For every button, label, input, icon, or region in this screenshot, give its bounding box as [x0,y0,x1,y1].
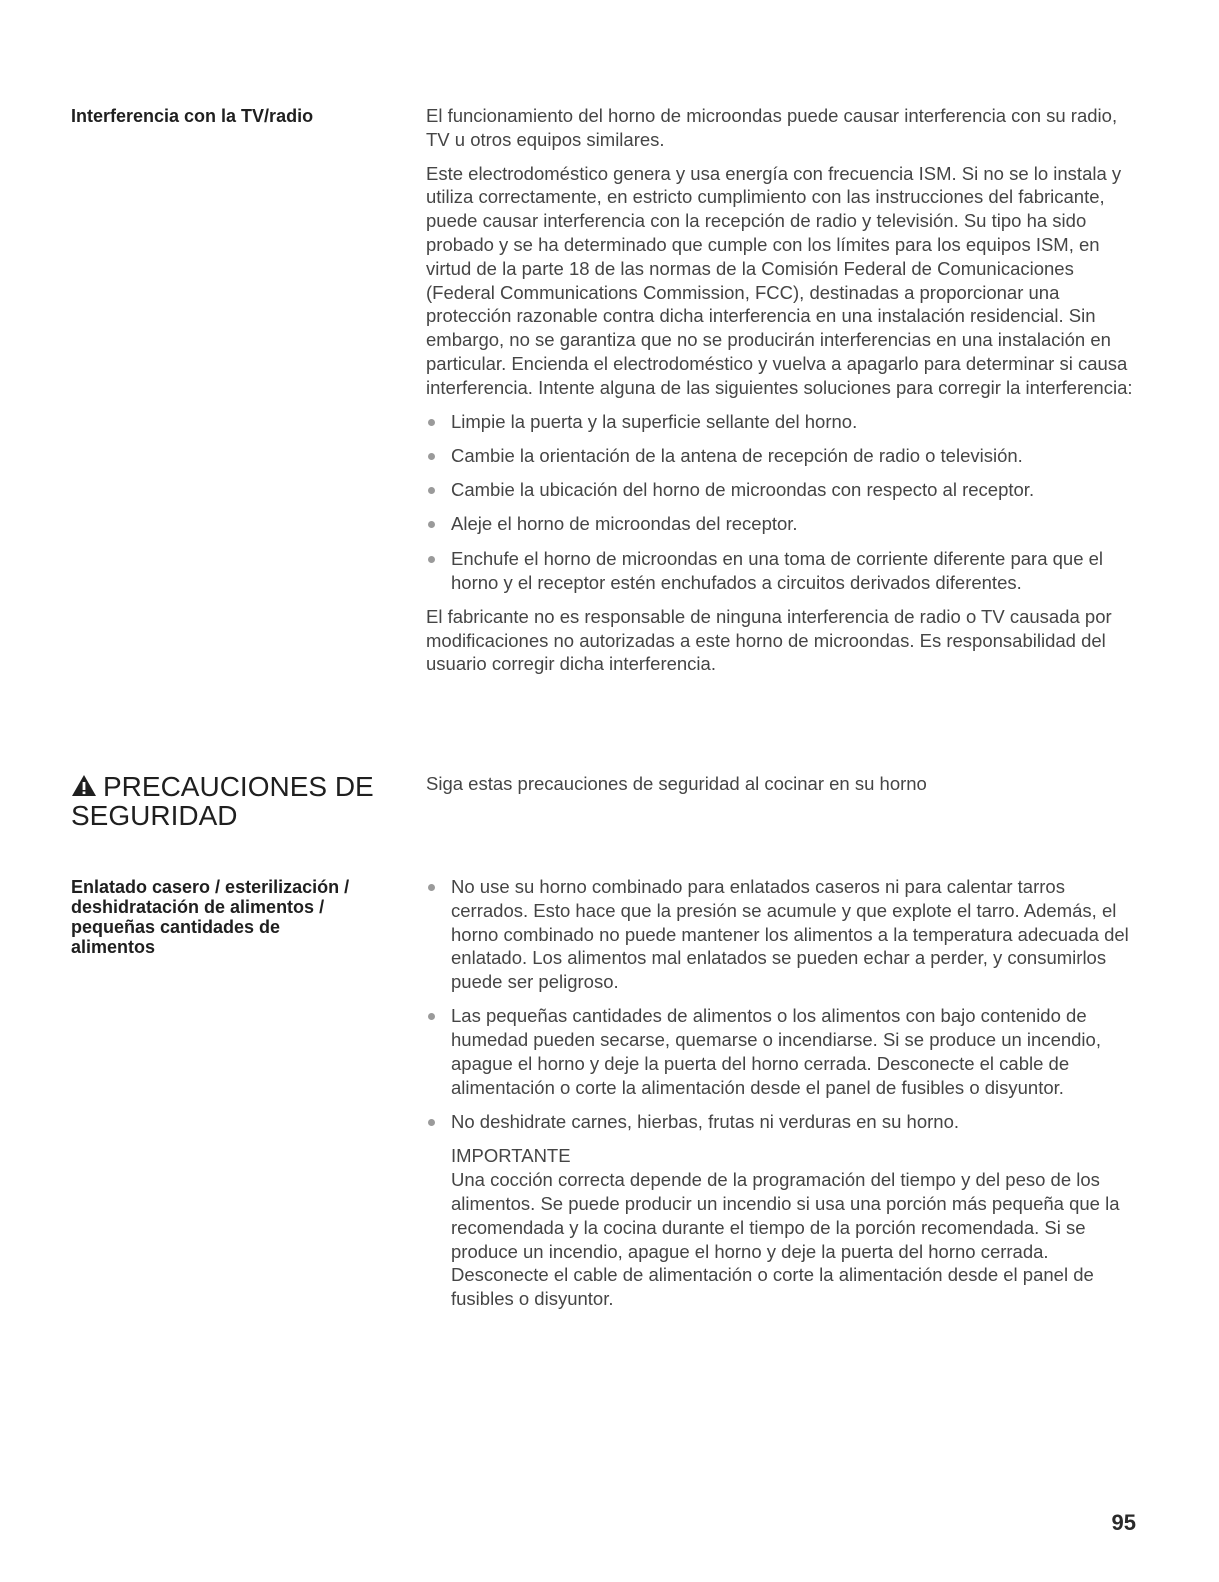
tv-interference-para-1: El funcionamiento del horno de microondas puede causar interferencia con su radio, TV u otros equipos similares. [426,105,1118,150]
bullet-icon [428,884,435,891]
safety-heading-wrap [71,772,391,830]
bullet-icon [428,1013,435,1020]
canning-body [426,875,1141,1311]
important-note [426,1144,1141,1311]
tv-interference-para-2: Este electrodoméstico genera y usa energía con frecuencia ISM. Si no se lo instala y utiliza correctamente, en estricto cumplimiento con las instrucciones del fabricante, puede causar interferencia con la recepción de radio y televisión. Su tipo ha sido probado y se ha determinado que cumple con los límites para los equipos ISM, en virtud de la parte 18 de las normas de la Comisión Federal de Comunicaciones (Federal Communications Commission, FCC), destinadas a proporcionar una protección razonable contra dicha interferencia en una instalación residencial. Sin embargo, no se garantiza que no se producirán interferencias en una instalación en particular. Encienda el electrodoméstico y vuelva a apagarlo para determinar si causa interferencia. Intente alguna de las siguientes soluciones para corregir la interferencia: [426,162,1133,398]
list-item: Cambie la ubicación del horno de microondas con respecto al receptor. [426,478,1141,502]
warning-icon [71,773,97,802]
list-item: Limpie la puerta y la superficie sellante del horno. [426,410,1141,434]
list-item: Las pequeñas cantidades de alimentos o los alimentos con bajo contenido de humedad pueden secarse, quemarse o incendiarse. Si se produce un incendio, apague el horno y deje la puerta del horno cerrada. Desconecte el cable de alimentación o corte la alimentación desde el panel de fusibles o disyuntor. [426,1004,1141,1099]
bullet-icon [428,487,435,494]
bullet-icon [428,1119,435,1126]
important-text: Una cocción correcta depende de la programación del tiempo y del peso de los alimentos. Se puede producir un incendio si usa una porción más pequeña que la recomendada y la cocina durante el tiempo de la porción recomendada. Si se produce un incendio, apague el horno y deje la puerta del horno cerrada. Desconecte el cable de alimentación o corte la alimentación desde el panel de fusibles o disyuntor. [451,1169,1120,1310]
canning-heading-wrap [71,877,391,957]
list-item: Cambie la orientación de la antena de recepción de radio o televisión. [426,444,1141,468]
canning-precautions-list [426,875,1141,1134]
list-item: No use su horno combinado para enlatados caseros ni para calentar tarros cerrados. Esto hace que la presión se acumule y que explote el tarro. Además, el horno combinado no puede mantener los alimentos a la temperatura adecuada del enlatado. Los alimentos mal enlatados se pueden echar a perder, y consumirlos puede ser peligroso. [426,875,1141,994]
list-item: Aleje el horno de microondas del receptor. [426,512,1141,536]
tv-interference-para-3: El fabricante no es responsable de ninguna interferencia de radio o TV causada por modificaciones no autorizadas a este horno de microondas. Es responsabilidad del usuario corregir dicha interferencia. [426,605,1112,675]
tv-interference-solutions-list [426,410,1141,595]
page-number: 95 [1111,1510,1136,1535]
tv-interference-heading-wrap [71,106,391,126]
bullet-icon [428,419,435,426]
canning-heading: Enlatado casero / esterilización / deshidratación de alimentos / pequeñas cantidades de alimentos [71,877,350,957]
tv-interference-body [426,104,1141,686]
safety-intro-wrap [426,772,1141,806]
safety-heading: PRECAUCIONES DE SEGURIDAD [71,771,374,831]
bullet-icon [428,453,435,460]
list-item: No deshidrate carnes, hierbas, frutas ni verduras en su horno. [426,1110,1141,1134]
bullet-icon [428,556,435,563]
bullet-icon [428,521,435,528]
list-item: Enchufe el horno de microondas en una toma de corriente diferente para que el horno y el receptor estén enchufados a circuitos derivados diferentes. [426,547,1141,595]
tv-interference-heading: Interferencia con la TV/radio [71,106,314,126]
important-label: IMPORTANTE [451,1145,571,1167]
safety-intro: Siga estas precauciones de seguridad al cocinar en su horno [426,773,927,794]
